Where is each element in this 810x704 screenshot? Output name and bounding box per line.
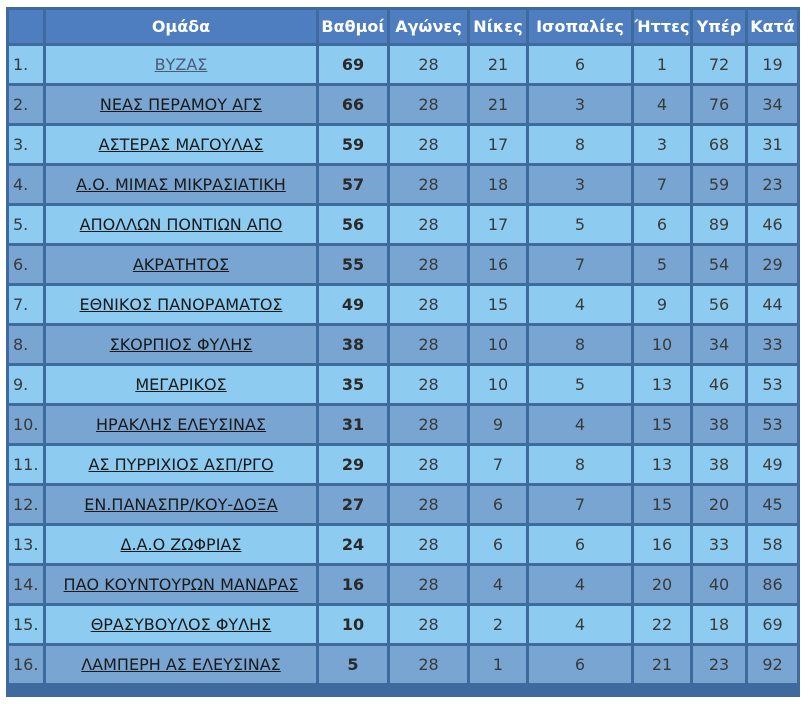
team-link[interactable]: ΑΚΡΑΤΗΤΟΣ [132, 255, 230, 274]
cell-goals-for: 34 [693, 326, 745, 363]
cell-position: 2. [9, 86, 43, 123]
cell-points: 38 [319, 326, 387, 363]
cell-position: 5. [9, 206, 43, 243]
cell-played: 28 [390, 526, 467, 563]
table-row [9, 46, 797, 83]
cell-draws: 4 [529, 406, 631, 443]
cell-losses: 20 [634, 566, 690, 603]
cell-team [46, 86, 316, 123]
cell-wins: 21 [470, 86, 526, 123]
cell-goals-for: 72 [693, 46, 745, 83]
cell-points: 29 [319, 446, 387, 483]
cell-team [46, 286, 316, 323]
cell-wins: 2 [470, 606, 526, 643]
header-goals-for[interactable]: Υπέρ [693, 10, 745, 43]
cell-wins: 15 [470, 286, 526, 323]
cell-wins: 4 [470, 566, 526, 603]
header-wins[interactable]: Νίκες [470, 10, 526, 43]
cell-position: 7. [9, 286, 43, 323]
cell-points: 10 [319, 606, 387, 643]
table-row [9, 366, 797, 403]
cell-draws: 7 [529, 486, 631, 523]
cell-points: 69 [319, 46, 387, 83]
cell-points: 35 [319, 366, 387, 403]
cell-wins: 16 [470, 246, 526, 283]
cell-team [46, 246, 316, 283]
cell-draws: 8 [529, 326, 631, 363]
cell-team [46, 406, 316, 443]
cell-team [46, 486, 316, 523]
cell-team [46, 646, 316, 683]
cell-position: 9. [9, 366, 43, 403]
cell-played: 28 [390, 446, 467, 483]
cell-goals-against: 53 [748, 406, 797, 443]
cell-losses: 16 [634, 526, 690, 563]
team-link[interactable]: Δ.Α.Ο ΖΩΦΡΙΑΣ [120, 535, 242, 554]
cell-team [46, 606, 316, 643]
table-row [9, 526, 797, 563]
cell-goals-against: 86 [748, 566, 797, 603]
cell-goals-for: 46 [693, 366, 745, 403]
table-row [9, 406, 797, 443]
cell-losses: 7 [634, 166, 690, 203]
cell-played: 28 [390, 326, 467, 363]
cell-goals-against: 34 [748, 86, 797, 123]
cell-team [46, 366, 316, 403]
cell-wins: 21 [470, 46, 526, 83]
cell-position: 3. [9, 126, 43, 163]
cell-team [46, 566, 316, 603]
cell-goals-for: 89 [693, 206, 745, 243]
cell-draws: 8 [529, 446, 631, 483]
table-row [9, 246, 797, 283]
team-link[interactable]: ΗΡΑΚΛΗΣ ΕΛΕΥΣΙΝΑΣ [95, 415, 267, 434]
table-row [9, 326, 797, 363]
cell-position: 11. [9, 446, 43, 483]
cell-played: 28 [390, 606, 467, 643]
cell-losses: 21 [634, 646, 690, 683]
team-link[interactable]: ΕΘΝΙΚΟΣ ΠΑΝΟΡΑΜΑΤΟΣ [79, 295, 283, 314]
cell-losses: 22 [634, 606, 690, 643]
cell-goals-for: 54 [693, 246, 745, 283]
cell-draws: 6 [529, 46, 631, 83]
cell-goals-for: 68 [693, 126, 745, 163]
cell-team [46, 446, 316, 483]
cell-wins: 9 [470, 406, 526, 443]
cell-goals-for: 38 [693, 446, 745, 483]
cell-played: 28 [390, 86, 467, 123]
cell-losses: 5 [634, 246, 690, 283]
table-row [9, 646, 797, 683]
cell-wins: 6 [470, 526, 526, 563]
cell-points: 66 [319, 86, 387, 123]
table-row [9, 126, 797, 163]
cell-position: 10. [9, 406, 43, 443]
cell-team [46, 526, 316, 563]
cell-draws: 5 [529, 206, 631, 243]
cell-goals-against: 19 [748, 46, 797, 83]
cell-goals-for: 33 [693, 526, 745, 563]
cell-goals-against: 33 [748, 326, 797, 363]
cell-draws: 3 [529, 86, 631, 123]
cell-played: 28 [390, 166, 467, 203]
cell-team [46, 326, 316, 363]
cell-played: 28 [390, 126, 467, 163]
standings-frame [6, 7, 800, 697]
cell-wins: 10 [470, 366, 526, 403]
cell-goals-for: 59 [693, 166, 745, 203]
cell-points: 49 [319, 286, 387, 323]
team-link[interactable]: ΠΑΟ ΚΟΥΝΤΟΥΡΩΝ ΜΑΝΔΡΑΣ [63, 575, 299, 594]
table-row [9, 286, 797, 323]
cell-wins: 17 [470, 126, 526, 163]
cell-goals-against: 53 [748, 366, 797, 403]
team-link[interactable]: ΣΚΟΡΠΙΟΣ ΦΥΛΗΣ [109, 335, 253, 354]
cell-goals-for: 18 [693, 606, 745, 643]
cell-draws: 4 [529, 606, 631, 643]
cell-goals-for: 20 [693, 486, 745, 523]
header-team[interactable]: Ομάδα [46, 10, 316, 43]
cell-goals-for: 76 [693, 86, 745, 123]
cell-position: 6. [9, 246, 43, 283]
table-row [9, 446, 797, 483]
cell-position: 8. [9, 326, 43, 363]
cell-wins: 7 [470, 446, 526, 483]
cell-played: 28 [390, 366, 467, 403]
team-link[interactable]: ΕΝ.ΠΑΝΑΣΠΡ/ΚΟΥ-ΔΟΞΑ [84, 495, 278, 514]
cell-position: 13. [9, 526, 43, 563]
cell-losses: 13 [634, 446, 690, 483]
cell-position: 4. [9, 166, 43, 203]
cell-points: 55 [319, 246, 387, 283]
cell-played: 28 [390, 286, 467, 323]
cell-losses: 3 [634, 126, 690, 163]
cell-draws: 6 [529, 646, 631, 683]
cell-position: 1. [9, 46, 43, 83]
cell-goals-against: 31 [748, 126, 797, 163]
cell-goals-against: 29 [748, 246, 797, 283]
cell-wins: 18 [470, 166, 526, 203]
cell-goals-for: 56 [693, 286, 745, 323]
header-losses[interactable]: Ήττες [634, 10, 690, 43]
cell-position: 15. [9, 606, 43, 643]
team-link[interactable]: ΑΠΟΛΛΩΝ ΠΟΝΤΙΩΝ ΑΠΟ [79, 215, 283, 234]
standings-table [6, 7, 800, 686]
cell-draws: 4 [529, 286, 631, 323]
table-row [9, 486, 797, 523]
cell-played: 28 [390, 406, 467, 443]
cell-losses: 4 [634, 86, 690, 123]
cell-losses: 1 [634, 46, 690, 83]
team-link[interactable]: Α.Ο. ΜΙΜΑΣ ΜΙΚΡΑΣΙΑΤΙΚΗ [76, 175, 286, 194]
cell-points: 27 [319, 486, 387, 523]
team-link[interactable]: ΑΣ ΠΥΡΡΙΧΙΟΣ ΑΣΠ/ΡΓΟ [88, 455, 274, 474]
cell-points: 16 [319, 566, 387, 603]
header-draws[interactable]: Ισοπαλίες [529, 10, 631, 43]
cell-team [46, 206, 316, 243]
cell-played: 28 [390, 486, 467, 523]
cell-points: 57 [319, 166, 387, 203]
cell-draws: 7 [529, 246, 631, 283]
cell-points: 56 [319, 206, 387, 243]
cell-team [46, 46, 316, 83]
team-link[interactable]: ΝΕΑΣ ΠΕΡΑΜΟΥ ΑΓΣ [99, 95, 263, 114]
cell-played: 28 [390, 206, 467, 243]
cell-draws: 8 [529, 126, 631, 163]
cell-position: 12. [9, 486, 43, 523]
cell-position: 14. [9, 566, 43, 603]
cell-position: 16. [9, 646, 43, 683]
header-row [9, 10, 797, 43]
cell-goals-against: 49 [748, 446, 797, 483]
header-points[interactable]: Βαθμοί [319, 10, 387, 43]
cell-draws: 3 [529, 166, 631, 203]
team-link[interactable]: ΜΕΓΑΡΙΚΟΣ [135, 375, 227, 394]
cell-losses: 13 [634, 366, 690, 403]
cell-goals-against: 45 [748, 486, 797, 523]
cell-draws: 4 [529, 566, 631, 603]
cell-points: 31 [319, 406, 387, 443]
cell-played: 28 [390, 646, 467, 683]
header-played[interactable]: Αγώνες [390, 10, 467, 43]
cell-wins: 1 [470, 646, 526, 683]
cell-played: 28 [390, 46, 467, 83]
table-row [9, 166, 797, 203]
cell-goals-against: 44 [748, 286, 797, 323]
cell-team [46, 126, 316, 163]
cell-losses: 15 [634, 486, 690, 523]
cell-goals-against: 23 [748, 166, 797, 203]
cell-goals-for: 23 [693, 646, 745, 683]
header-position [9, 10, 43, 43]
team-link[interactable]: ΘΡΑΣΥΒΟΥΛΟΣ ΦΥΛΗΣ [90, 615, 272, 634]
cell-losses: 9 [634, 286, 690, 323]
cell-goals-against: 92 [748, 646, 797, 683]
table-row [9, 606, 797, 643]
cell-goals-against: 69 [748, 606, 797, 643]
cell-goals-against: 58 [748, 526, 797, 563]
team-link[interactable]: ΛΑΜΠΕΡΗ ΑΣ ΕΛΕΥΣΙΝΑΣ [81, 655, 281, 674]
cell-goals-for: 40 [693, 566, 745, 603]
cell-wins: 17 [470, 206, 526, 243]
table-row [9, 86, 797, 123]
cell-wins: 10 [470, 326, 526, 363]
cell-points: 5 [319, 646, 387, 683]
team-link[interactable]: ΑΣΤΕΡΑΣ ΜΑΓΟΥΛΑΣ [98, 135, 264, 154]
header-goals-against[interactable]: Κατά [748, 10, 797, 43]
cell-played: 28 [390, 246, 467, 283]
cell-goals-for: 38 [693, 406, 745, 443]
cell-points: 59 [319, 126, 387, 163]
cell-losses: 6 [634, 206, 690, 243]
cell-played: 28 [390, 566, 467, 603]
cell-draws: 5 [529, 366, 631, 403]
cell-draws: 6 [529, 526, 631, 563]
team-link[interactable]: ΒΥΖΑΣ [154, 55, 208, 74]
table-row [9, 206, 797, 243]
cell-losses: 10 [634, 326, 690, 363]
cell-team [46, 166, 316, 203]
cell-points: 24 [319, 526, 387, 563]
cell-losses: 15 [634, 406, 690, 443]
cell-wins: 6 [470, 486, 526, 523]
table-row [9, 566, 797, 603]
cell-goals-against: 46 [748, 206, 797, 243]
